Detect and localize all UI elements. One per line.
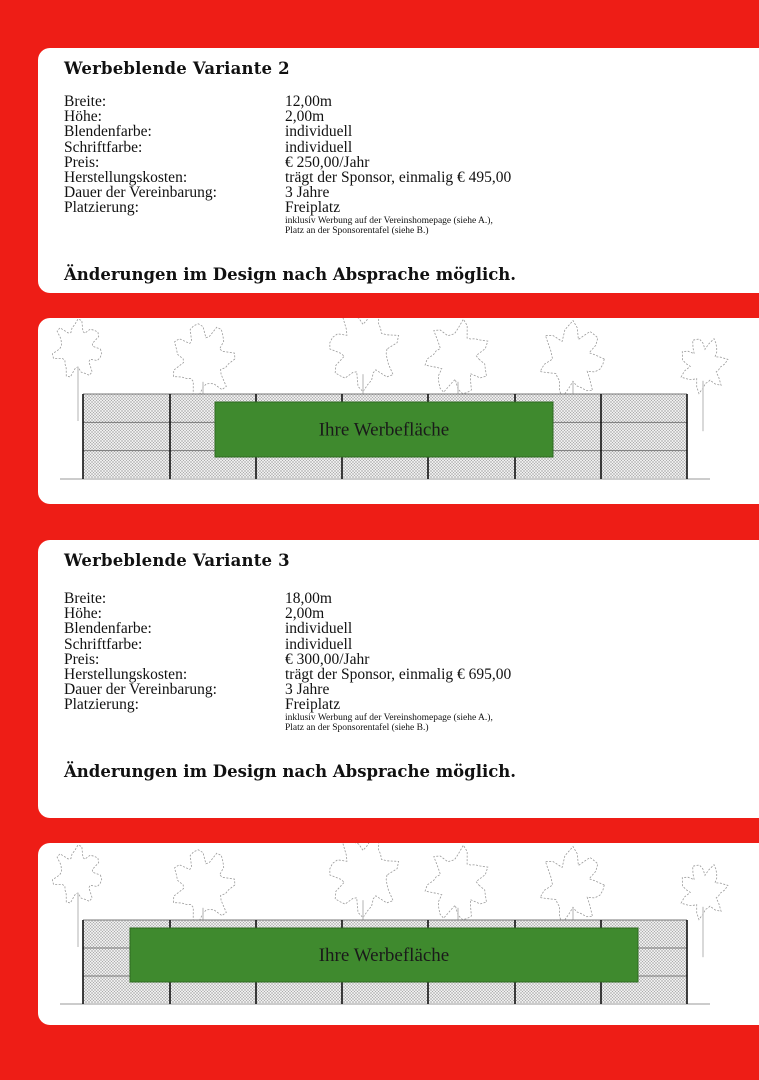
spec-value: 2,00m: [285, 108, 325, 126]
spec-label: Schriftfarbe:: [64, 635, 143, 653]
variant-2-title: Werbeblende Variante 2: [64, 59, 290, 78]
variant-2-footer: Änderungen im Design nach Absprache möglich.: [64, 265, 517, 284]
spec-row: [64, 591, 511, 606]
tree-icon: [330, 843, 399, 918]
spec-row: [64, 155, 511, 170]
spec-value: 3 Jahre: [285, 184, 330, 202]
spec-label: Herstellungskosten:: [64, 666, 188, 684]
spec-row: [64, 200, 511, 215]
spec-label: Platzierung:: [64, 696, 139, 714]
note-line: inklusiv Werbung auf der Vereinshomepage (siehe A.),: [285, 215, 493, 226]
spec-row: [64, 652, 511, 667]
variant-3-footer: Änderungen im Design nach Absprache möglich.: [64, 762, 517, 781]
placement-note: [64, 713, 511, 734]
spec-value: 3 Jahre: [285, 681, 330, 699]
tree-icon: [681, 339, 728, 394]
tree-icon: [330, 318, 399, 392]
spec-row: [64, 170, 511, 185]
variant-3-title: Werbeblende Variante 3: [64, 551, 290, 570]
variant-3-illustration-card: [38, 843, 759, 1025]
spec-label: Blendenfarbe:: [64, 620, 152, 638]
spec-row: [64, 621, 511, 636]
spec-label: Preis:: [64, 650, 100, 668]
variant-2-illustration-card: [38, 318, 759, 504]
banner-label: Ihre Werbefläche: [318, 419, 450, 441]
spec-value: 2,00m: [285, 605, 325, 623]
spec-label: Blendenfarbe:: [64, 123, 152, 141]
spec-row: [64, 606, 511, 621]
spec-label: Schriftfarbe:: [64, 138, 143, 156]
spec-value: Freiplatz: [285, 199, 341, 217]
spec-row: [64, 94, 511, 109]
spec-value: trägt der Sponsor, einmalig € 495,00: [285, 169, 512, 187]
spec-row: [64, 140, 511, 155]
tree-icon: [425, 319, 488, 394]
note-line: Platz an der Sponsorentafel (siehe B.): [285, 226, 429, 237]
spec-value: 12,00m: [285, 93, 332, 110]
spec-label: Preis:: [64, 153, 100, 171]
tree-icon: [425, 845, 488, 920]
tree-icon: [681, 865, 728, 920]
tree-icon: [540, 847, 604, 924]
placement-note: [64, 216, 511, 237]
spec-row: [64, 697, 511, 712]
variant-2-fence-illustration: [38, 318, 759, 504]
spec-value: individuell: [285, 138, 353, 156]
variant-3-fence-illustration: [38, 843, 759, 1025]
spec-value: trägt der Sponsor, einmalig € 695,00: [285, 666, 512, 684]
spec-value: Freiplatz: [285, 696, 341, 714]
spec-row: [64, 667, 511, 682]
tree-icon: [174, 324, 235, 398]
tree-icon: [52, 319, 101, 377]
spec-value: individuell: [285, 635, 353, 653]
spec-value: 18,00m: [285, 590, 332, 607]
spec-value: individuell: [285, 620, 353, 638]
spec-row: [64, 185, 511, 200]
spec-label: Breite:: [64, 590, 107, 607]
tree-icon: [174, 850, 235, 924]
variant-3-specs: [64, 591, 511, 734]
spec-row: [64, 682, 511, 697]
spec-value: individuell: [285, 123, 353, 141]
spec-label: Dauer der Vereinbarung:: [64, 184, 217, 202]
variant-2-specs: [64, 94, 511, 237]
variant-3-info-card: [38, 540, 759, 818]
tree-icon: [540, 321, 604, 398]
note-line: inklusiv Werbung auf der Vereinshomepage (siehe A.),: [285, 712, 493, 723]
note-line: Platz an der Sponsorentafel (siehe B.): [285, 723, 429, 734]
spec-label: Herstellungskosten:: [64, 169, 188, 187]
variant-2-info-card: [38, 48, 759, 293]
spec-label: Platzierung:: [64, 199, 139, 217]
spec-label: Höhe:: [64, 108, 102, 126]
spec-value: € 250,00/Jahr: [285, 153, 370, 171]
banner-label: Ihre Werbefläche: [318, 945, 450, 966]
spec-label: Höhe:: [64, 605, 102, 623]
tree-icon: [52, 845, 101, 903]
spec-label: Dauer der Vereinbarung:: [64, 681, 217, 699]
spec-row: [64, 637, 511, 652]
spec-label: Breite:: [64, 93, 107, 110]
spec-row: [64, 109, 511, 124]
spec-value: € 300,00/Jahr: [285, 650, 370, 668]
spec-row: [64, 124, 511, 139]
